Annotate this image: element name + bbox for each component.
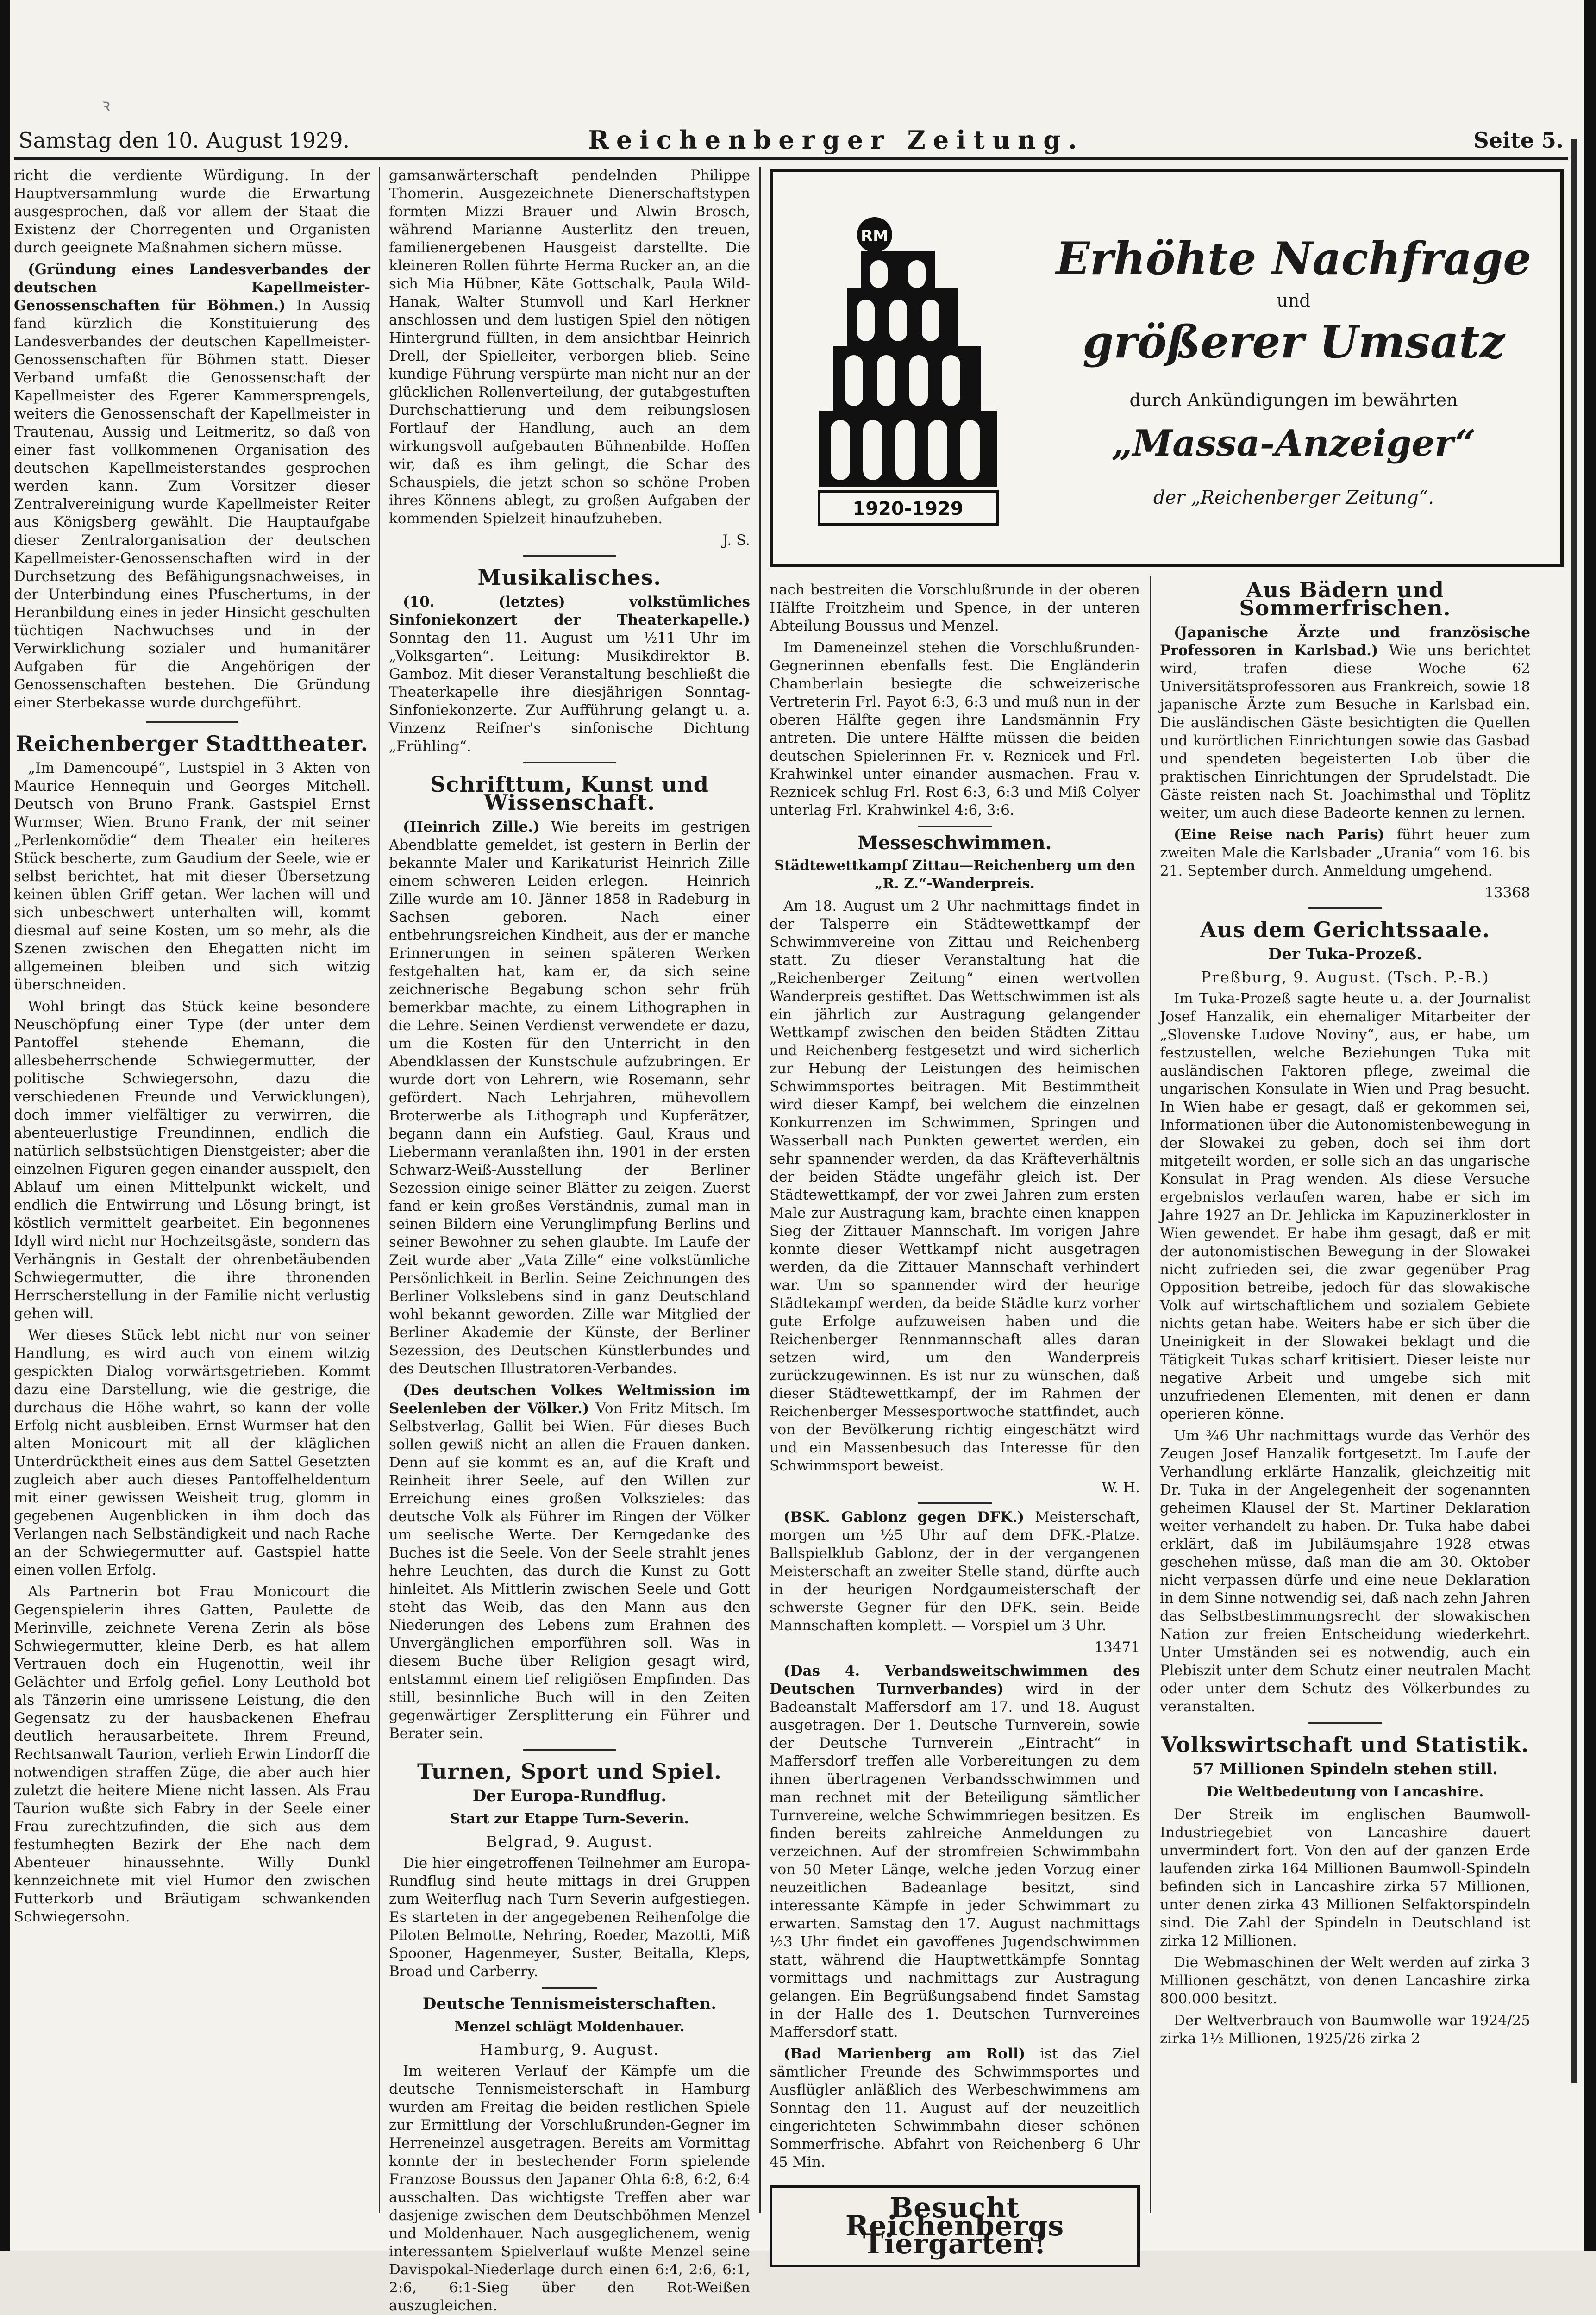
article-text [1160, 624, 1530, 822]
article-text: nach bestreiten die Vorschlußrunde in der oberen Hälfte Froitzheim und Spence, in der unteren Abteilung Boussus und Menzel. [770, 582, 1140, 634]
article-text: Die hier eingetroffenen Teilnehmer am Europa-Rundflug sind heute mittags in drei Gruppen zum Weiterflug nach Turn Severin aufgestiegen. Es starteten in der angegebenen Reihenfolge die Piloten Belmotte, Nehring, Roeder, Mazotti, Miß Spooner, Hagenmeyer, Suster, Beitalla, Kleps, Broad und Carberry. [389, 1855, 750, 1980]
subheading: Der Europa-Rundflug. [472, 1787, 667, 1805]
page-header [14, 125, 1568, 160]
paragraph-lead: (Eine Reise nach Paris) [1174, 826, 1385, 843]
article-text: Die Webmaschinen der Welt werden auf zirka 3 Millionen geschätzt, von denen Lancashire zirka 800.000 besitzt. [1160, 1954, 1530, 2007]
article-text [770, 2045, 1140, 2171]
author-signature: J. S. [722, 532, 750, 549]
paragraph-body: wird in der Badeanstalt Maffersdorf am 17. und 18. August ausgetragen. Der 1. Deutsche Turnverein, sowie der Deutsche Turnverein „Eintracht“ in Maffersdorf treffen alle Vorbereitungen zu dem ihnen übertragenen Verbandsschwimmen und man rechnet mit der Beteiligung sämtlicher Turnvereine, welche Schwimmriegen besitzen. Es finden bereits zahlreiche Anmeldungen zu verzeichnen. Auf der stromfreien Schwimmbahn von 50 Meter Länge, welche jeden Vorzug einer neuzeitlichen Badeanlage besitzt, sind interessante Kämpfe in jeder Schwimmart zu erwarten. Samstag den 17. August nachmittags ½3 Uhr findet ein gavoffenes Jugendschwimmen statt, während die Hauptwettkämpfe Sonntag vormittags und nachmittags zur Austragung gelangen. Ein Begrüßungsabend findet Samstag in der Halle des 1. Deutschen Turnvereines Maffersdorf statt. [770, 1681, 1140, 2040]
paragraph-lead: (Japanische Ärzte und französische Professoren in Karlsbad.) [1160, 624, 1530, 659]
section-heading: Musikalisches. [477, 565, 662, 590]
ad-connector: und [1277, 290, 1311, 311]
logo-initials: RM [860, 227, 889, 245]
header-date: Samstag den 10. August 1929. [19, 128, 350, 153]
column-2 [389, 167, 751, 2314]
section-heading: Volkswirtschaft und Statistik. [1161, 1732, 1529, 1757]
section-divider [523, 555, 616, 557]
scan-edge-left [0, 0, 10, 2251]
section-divider [523, 762, 616, 763]
article-text: Der Weltverbrauch von Baumwolle war 1924/25 zirka 1½ Millionen, 1925/26 zirka 2 [1160, 2012, 1530, 2047]
dateline: Belgrad, 9. August. [486, 1833, 653, 1851]
section-divider [1308, 1722, 1382, 1724]
paragraph-body: ist das Ziel sämtlicher Freunde des Schwimmsportes und Ausflügler anläßlich des Werbeschwimmens am Sonntag den 11. August auf der neuzeitlich eingerichteten Schwimmbahn dieser schönen Sommerfrische. Abfahrt von Reichenberg 6 Uhr 45 Min. [770, 2046, 1140, 2171]
section-divider [523, 1749, 616, 1751]
advertisement-box [770, 169, 1564, 567]
section-divider [918, 1502, 992, 1504]
section-divider [146, 721, 238, 723]
subheading: 57 Millionen Spindeln stehen still. [1192, 1760, 1498, 1778]
subheading: Der Tuka-Prozeß. [1268, 945, 1422, 964]
section-heading: Aus Bädern und Sommerfrischen. [1239, 577, 1451, 620]
dateline: Hamburg, 9. August. [479, 2040, 660, 2058]
section-heading: Turnen, Sport und Spiel. [417, 1759, 722, 1784]
header-paper-title: Reichenberger Zeitung. [588, 125, 1084, 155]
zoo-advertisement: Besucht Reichenbergs Tiergarten! [770, 2185, 1140, 2267]
paragraph-body: In Aussig fand kürzlich die Konstituierung des Landesverbandes der deutschen Kapellmeister-Genossenschaften für Böhmen statt. Dieser Verband umfaßt die Genossenschaft der Kapellmeister des Egerer Kammersprengels, weiters die Genossenschaft der Kapellmeister in Trautenau, Aussig und Leitmeritz, so daß von einer fast vollkommenen Organisation des deutschen Kapellmeisterstandes gesprochen werden kann. Zum Vorsitzer dieser Zentralvereinigung wurde Kapellmeister Reiter aus Königsberg gewählt. Die Hauptaufgabe dieser Zentralorganisation der deutschen Kapellmeister-Genossenschaften wird in der Durchsetzung des Befähigungsnachweises, in der Unterbindung eines Pfuschertums, in der Heranbildung eines in jeder Hinsicht geschulten tüchtigen Nachwuchses und in der Verwirklichung sozialer und humanitärer Aufgaben für die Angehörigen der Genossenschaften bestehen. Die Gründung einer Sterbekasse wurde durchgeführt. [14, 297, 370, 711]
paragraph-body: Sonntag den 11. August um ½11 Uhr im „Volksgarten“. Leitung: Musikdirektor B. Gamboz. Mit dieser Veranstaltung beschließt die Theaterkapelle ihre diesjährigen Sonntag-Sinfoniekonzerte. Zur Aufführung gelangt u. a. Vinzenz Reifner's sinfonische Dichtung „Frühling“. [389, 630, 750, 755]
dateline: Preßburg, 9. August. (Tsch. P.-B.) [1201, 968, 1490, 986]
section-heading: Reichenberger Stadttheater. [16, 731, 369, 756]
ad-number: 13368 [1484, 884, 1530, 901]
ad-headline-2: größerer Umsatz [1083, 316, 1505, 368]
article-text [770, 1662, 1140, 2041]
ad-footer: der „Reichenberger Zeitung“. [1153, 487, 1434, 508]
paragraph-body: Meisterschaft, morgen um ½5 Uhr auf dem DFK.-Platze. Ballspielklub Gablonz, der in der vergangenen Meisterschaft an zweiter Stelle stand, dürfte auch in der heurigen Nordgaumeisterschaft der schwerste Gegner für den DFK. sein. Beide Mannschaften komplett. — Vorspiel um 3 Uhr. [770, 1509, 1140, 1634]
article-text: „Im Damencoupé“, Lustspiel in 3 Akten von Maurice Hennequin und Georges Mitchell. Deutsch von Bruno Frank. Gastspiel Ernst Wurmser, Wien. Bruno Frank, der mit seiner „Perlenkomödie“ dem Theater ein heiteres Stück bescherte, zum Gaudium der Seele, wie er selbst berichtet, hat mit dieser Übersetzung keinen üblen Griff getan. Wer lachen will und sich unbeschwert unterhalten will, kommt diesmal auf seine Kosten, um so mehr, als die Szenen zwischen den Ehegatten nicht im allgemeinen bleiben und sich witzig überschneiden. [14, 760, 370, 993]
margin-mark: ꝛ [102, 95, 111, 115]
article-text [1160, 826, 1530, 880]
section-divider [542, 1987, 597, 1989]
subheading: Start zur Etappe Turn-Severin. [450, 1811, 689, 1827]
paragraph-lead: (Heinrich Zille.) [403, 819, 540, 835]
column-4 [1160, 577, 1531, 2213]
subheading: Menzel schlägt Moldenhauer. [454, 2019, 685, 2035]
section-divider [918, 826, 992, 827]
section-heading: Aus dem Gerichtssaale. [1200, 917, 1490, 942]
article-text: Im Dameneinzel stehen die Vorschlußrunden-Gegnerinnen ebenfalls fest. Die Engländerin Chamberlain besiegte die schweizerische Vertreterin Frl. Payot 6:3, 6:3 und muß nun in der oberen Hälfte gegen ihre Landsmännin Fry antreten. Die untere Hälfte müssen die beiden deutschen Spielerinnen Fr. v. Reznicek und Frl. Krahwinkel unter einander ausmachen. Frau v. Reznicek schlug Frl. Rost 6:3, 6:3 und Miß Colyer unterlag Frl. Krahwinkel 4:6, 3:6. [770, 639, 1140, 819]
paragraph-body: Wie bereits im gestrigen Abendblatte gemeldet, ist gestern in Berlin der bekannte Maler und Karikaturist Heinrich Zille einem schweren Leiden erlegen. — Heinrich Zille wurde am 10. Jänner 1858 in Radeburg in Sachsen geboren. Nach einer entbehrungsreichen Kindheit, aus der er manche Erinnerungen in seinen späteren Werken festgehalten hat, kam er, da sich seine zeichnerische Begabung schon sehr früh bemerkbar machte, zu einem Lithographen in die Lehre. Seinen Verdienst verwendete er dazu, um die Kosten für den Unterricht in den Abendklassen der Kunstschule aufzubringen. Er wurde dort von Lehrern, wie Rosemann, sehr gefördert. Nach Lehrjahren, mühevollem Broterwerbe als Lithograph und Kupferätzer, begann dann ein Aufstieg. Gaul, Kraus und Liebermann veranlaßten ihn, 1901 in der ersten Schwarz-Weiß-Ausstellung der Berliner Sezession einige seiner Blätter zu zeigen. Zuerst fand er kein großes Verständnis, zumal man in seinen Bildern eine Verunglimpfung Berlins und seiner Bewohner zu sehen glaubte. Im Laufe der Zeit wurde aber „Vata Zille“ eine volkstümliche Persönlichkeit in Berlin. Seine Zeichnungen des Berliner Volkslebens sind in ganz Deutschland wohl bekannt geworden. Zille war Mitglied der Berliner Akademie der Künste, der Berliner Sezession, des Deutschen Künstlerbundes und des Deutschen Illustratoren-Verbandes. [389, 819, 751, 1377]
author-signature: W. H. [1101, 1479, 1140, 1496]
stacked-arches-logo [805, 216, 1004, 531]
paragraph-lead: (Gründung eines Landesverbandes der deutschen Kapellmeister- Genossenschaften für Böhmen.) [14, 261, 370, 314]
article-text: gamsanwärterschaft pendelnden Philippe Thomerin. Ausgezeichnete Dienerschaftstypen formten Mizzi Brauer und Alwin Brosch, während Marianne Austerlitz den treuen, familienergebenen Hausgeist darstellte. Die kleineren Rollen führte Herma Rucker an, an die sich Mia Hübner, Käte Gottschalk, Paula Wild-Hanak, Walter Stumvoll und Karl Herkner anschlossen und dem lustigen Spiel den nötigen Hintergrund füllten, in dem ansichtbar Heinrich Drell, der Spielleiter, verborgen blieb. Seine kundige Führung verspürte man nicht nur an der glücklichen Rollenverteilung, der gutabgestuften Durchschattierung und dem reibungslosen Fortlauf der Handlung, auch an dem wirkungsvoll aufgebauten Bühnenbilde. Hoffen wir, daß es ihm gelingt, die Schar des Schauspiels, die jetzt schon so schöne Proben ihres Könnens ablegt, zu großen Aufgaben der kommenden Spielzeit hinaufzuheben. [389, 167, 750, 527]
column-rule-1 [379, 167, 380, 2213]
column-rule-3 [1150, 576, 1151, 2213]
subheading: Deutsche Tennismeisterschaften. [422, 1995, 717, 2013]
column-rule-2 [759, 167, 761, 2213]
article-text [14, 261, 370, 712]
scan-edge-strip [1571, 139, 1577, 2084]
article-text: Wohl bringt das Stück keine besondere Neuschöpfung einer Type (der unter dem Pantoffel stehende Ehemann, die allesbeherrschende Schwiegermutter, der politische Schwiegersohn, dazu die verschiedenen Freunde und Verwicklungen), doch immer vielfältiger zu verwirren, die abenteuerlustige Freundinnen, endlich die natürlich selbstsüchtigen Dienstgeister; aber die einzelnen Figuren gegen einander ausspielt, den Ablauf um einen Mittelpunkt wickelt, und endlich die Entwirrung und Lösung bringt, ist köstlich vermittelt gearbeitet. Ein begonnenes Idyll wird nicht nur Hochzeitsgäste, sondern das Verhängnis in Gestalt der ohrenbetäubenden Schwiegermutter, die ihre thronenden Herrscherstellung in der Familie nicht verlustig gehen will. [14, 998, 370, 1322]
article-text: Im weiteren Verlauf der Kämpfe um die deutsche Tennismeisterschaft in Hamburg wurden am Freitag die beiden restlichen Spiele zur Ermittlung der Vorschlußrunden-Gegner im Herreneinzel ausgetragen. Bereits am Vormittag konnte der in bestechender Form spielende Franzose Boussus den Japaner Ohta 6:8, 6:2, 6:4 ausschalten. Das wichtigste Treffen aber war dasjenige zwischen dem Deutschböhmen Menzel und Moldenhauer. Nach ausgeglichenem, wenig interessantem Spielverlauf wußte Menzel seine Davispokal-Niederlage durch einen 6:4, 2:6, 6:1, 2:6, 6:1-Sieg über den Rot-Weißen auszugleichen. [389, 2063, 750, 2314]
ad-headline-1: Erhöhte Nachfrage [1056, 232, 1532, 285]
paragraph-body: Von Fritz Mitsch. Im Selbstverlag, Gallit bei Wien. Für dieses Buch sollen gewiß nicht an allen die Frauen danken. Denn auf sie kommt es an, auf die Kraft und Reinheit ihrer Seele, auf den Willen zur Erreichung eines großen Volkszieles: das deutsche Volk als Führer im Ringen der Völker um seelische Werte. Der Kerngedanke des Buches ist die Seele. Von der Seele strahlt jenes hehre Leuchten, das durch die Kunst zu Gott hinleitet. Als Mittlerin zwischen Seele und Gott steht das Weib, das den Mann aus den Niederungen des Lebens zum Erahnen des Unvergänglichen emporführen soll. Was in diesem Buche über Religion gesagt wird, entstammt einem tief religiösen Empfinden. Das still, besinnliche Buch will in den Zeiten gegenwärtiger Zersplitterung ein Führer und Berater sein. [389, 1400, 750, 1742]
section-heading: Messeschwimmen. [857, 832, 1052, 854]
ad-subline: durch Ankündigungen im bewährten [1129, 390, 1458, 410]
article-text: Im Tuka-Prozeß sagte heute u. a. der Journalist Josef Hanzalik, ein ehemaliger Mitarbeiter der „Slovenske Ludove Noviny“, aus, er habe, um festzustellen, welche Beziehungen Tuka mit ausländischen Faktoren pflege, zweimal die ungarischen Konsulate in Wien und Prag besucht. In Wien habe er gesagt, daß er gekommen sei, Informationen über die Autonomistenbewegung in der Slowakei zu geben, doch sei ihm dort mitgeteilt worden, er solle sich an das ungarische Konsulat in Prag wenden. Als diese Versuche ergebnislos verlaufen waren, habe er sich im Jahre 1927 an Dr. Jehlicka im Kapuzinerkloster in Wien gewendet. Er habe ihm gesagt, daß er mit der autonomistischen Bewegung in der Slowakei nicht zufrieden sei, die zwar gegenüber Prag Opposition betreibe, jedoch für das slowakische Volk auf wirtschaftlichem und sozialem Gebiete nichts getan habe. Weiters habe er sich über die Uneinigkeit in der Slowakei beklagt und die Tätigkeit Tukas scharf kritisiert. Dieser leiste nur negative Arbeit und umgebe sich mit unzufriedenen Elementen, mit denen er dann operieren könne. [1160, 990, 1530, 1422]
article-text: Der Streik im englischen Baumwoll-Industriegebiet von Lancashire dauert unvermindert fort. Von den auf der ganzen Erde laufenden zirka 164 Millionen Baumwoll-Spindeln befinden sich in Lancashire zirka 57 Millionen, unter denen zirka 43 Millionen Selfaktorspindeln sind. Die Zahl der Spindeln in Deutschland ist zirka 12 Millionen. [1160, 1806, 1530, 1949]
article-text [389, 1382, 750, 1743]
ad-brand: „Massa-Anzeiger“ [1111, 422, 1476, 464]
header-page-number: Seite 5. [1473, 128, 1564, 153]
article-text [389, 818, 750, 1378]
paragraph-lead: (Des deutschen Volkes Weltmission im Seelenleben der Völker.) [389, 1382, 750, 1417]
column-3 [770, 581, 1140, 2260]
paragraph-lead: (Bad Marienberg am Roll) [783, 2046, 1026, 2062]
article-text: richt die verdiente Würdigung. In der Hauptversammlung wurde die Erwartung ausgesprochen, daß vor allem der Staat die Existenz der Chorregenten und Organisten durch geeignete Maßnahmen sichern müsse. [14, 167, 370, 256]
paragraph-body: Wie uns berichtet wird, trafen diese Woche 62 Universitätsprofessoren aus Frankreich, sowie 18 japanische Ärzte zum Besuche in Karlsbad ein. Die ausländischen Gäste besichtigten die Quellen und kurörtlichen Einrichtungen sowie das Gasbad und spendeten begeisterten Lob über die praktischen Einrichtungen der Sprudelstadt. Die Gäste reisten nach St. Joachimsthal und Töplitz weiter, um auch diese Badeorte kennen zu lernen. [1160, 642, 1531, 821]
paragraph-body: führt heuer zum zweiten Male die Karlsbader „Urania“ vom 16. bis 21. September durch. Anmeldung umgehend. [1160, 826, 1530, 879]
paragraph-lead: (BSK. Gablonz gegen DFK.) [783, 1509, 1025, 1526]
subheading: Städtewettkampf Zittau—Reichenberg um den „R. Z.“-Wanderpreis. [774, 857, 1135, 892]
column-1 [14, 167, 370, 2213]
paragraph-lead: (10. (letztes) volkstümliches Sinfoniekonzert der Theaterkapelle.) [389, 594, 750, 628]
article-text: Als Partnerin bot Frau Monicourt die Gegenspielerin ihres Gatten, Paulette de Merinville, zeichnete Verena Zerin als böse Schwiegermutter, kleine Derb, es hat allem Vertrauen doch ein Hugenottin, weil ihr Gelächter und Erfolg gefiel. Lony Leuthold bot als Tänzerin eine umrissene Leistung, die den Gegensatz zu der hausbackenen Ehefrau deutlich herausarbeitete. Ihrem Freund, Rechtsanwalt Taurion, verlieh Erwin Lindorff die notwendigen straffen Züge, die aber auch hier zuletzt die heitere Miene nicht lassen. Als Frau Taurion wußte sich Fabry in der Seele einer Frau zurechtzufinden, die sich aus dem festumhegten Bezirk der Ehe nach dem Abenteuer hinaussehnte. Willy Dunkl kennzeichnete mit viel Humor den zwischen Futterkorb und Bräutigam schwankenden Schwiegersohn. [14, 1583, 370, 1925]
article-text [770, 1508, 1140, 1635]
article-text: Wer dieses Stück lebt nicht nur von seiner Handlung, es wird auch von einem witzig gespickten Dialog vorwärtsgetrieben. Kommt dazu eine Darstellung, wie die gestrige, die durchaus die Höhe wahrt, so kann der volle Erfolg nicht ausbleiben. Ernst Wurmser hat den alten Monicourt mit all der kläglichen Unterdrücktheit eines aus dem Sattel Gesetzten zugleich aber auch dieses Pantoffelheldentum mit einer gewissen Weisheit trug, glomm in gegebenen Augenblicken in ihm doch das Verlangen nach Selbständigkeit und nach Rache an der Schwiegermutter auf. Gastspiel hatte einen vollen Erfolg. [14, 1327, 370, 1578]
logo-years: 1920-1929 [852, 498, 964, 519]
subheading: Die Weltbedeutung von Lancashire. [1206, 1784, 1484, 1800]
article-text [389, 593, 750, 756]
ad-number: 13471 [1094, 1639, 1140, 1656]
section-divider [1308, 907, 1382, 909]
scan-edge-right [1584, 0, 1596, 2251]
article-text: Am 18. August um 2 Uhr nachmittags findet in der Talsperre ein Städtewettkampf der Schwimmvereine von Zittau und Reichenberg statt. Zu dieser Veranstaltung hat die „Reichenberger Zeitung“ einen wertvollen Wanderpreis gestiftet. Das Wettschwimmen ist als ein jährlich zur Austragung gelangender Wettkampf zwischen den beiden Städten Zittau und Reichenberg festgesetzt und wird sicherlich zur Hebung der Leistungen des heimischen Schwimmsportes beitragen. Mit Bestimmtheit wird dieser Kampf, bei welchem die einzelnen Konkurrenzen im Schwimmen, Springen und Wasserball nach Punkten gewertet werden, ein sehr spannender werden, da das Kräfteverhältnis der beiden Städte ungefähr gleich ist. Der Städtewettkampf, der vor zwei Jahren zum ersten Male zur Austragung kam, brachte einen knappen Sieg der Zittauer Mannschaft. Im vorigen Jahre konnte dieser Wettkampf nicht ausgetragen werden, da die Zittauer Mannschaft verhindert war. Um so spannender wird der heurige Städtekampf werden, da beide Städte kurz vorher gute Erfolge aufzuweisen haben und die Reichenberger Rennmannschaft alles daran setzen wird, um den Wanderpreis zurückzugewinnen. Es ist nur zu wünschen, daß dieser Städtewettkampf, der im Rahmen der Reichenberger Messesportwoche stattfindet, auch von der Bevölkerung richtig eingeschätzt wird und ein Massenbesuch das Interesse für den Schwimmsport beweist. [770, 898, 1140, 1474]
paragraph-lead: (Das 4. Verbandsweitschwimmen des Deutschen Turnverbandes) [770, 1663, 1140, 1697]
section-heading: Schrifttum, Kunst und Wissenschaft. [430, 772, 709, 815]
article-text: Um ¾6 Uhr nachmittags wurde das Verhör des Zeugen Josef Hanzalik fortgesetzt. Im Laufe der Verhandlung erklärte Hanzalik, gleichzeitig mit Dr. Tuka in der Angelegenheit der sogenannten geheimen Klausel der St. Martiner Deklaration weiter verhandelt zu haben. Dr. Tuka habe dabei erklärt, daß im Jubiläumsjahre 1928 etwas geschehen müsse, daß man die am 30. Oktober nicht verpassen dürfe und eine neue Deklaration in dem Sinne notwendig sei, daß nach zehn Jahren das Selbstbestimmungsrecht der slowakischen Nation zur freien Entscheidung wiederkehrt. Unter Umständen sei es notwendig, auch ein Plebiszit unter dem Schutz einer neutralen Macht oder unter dem Schutz des Völkerbundes zu veranstalten. [1160, 1427, 1530, 1715]
